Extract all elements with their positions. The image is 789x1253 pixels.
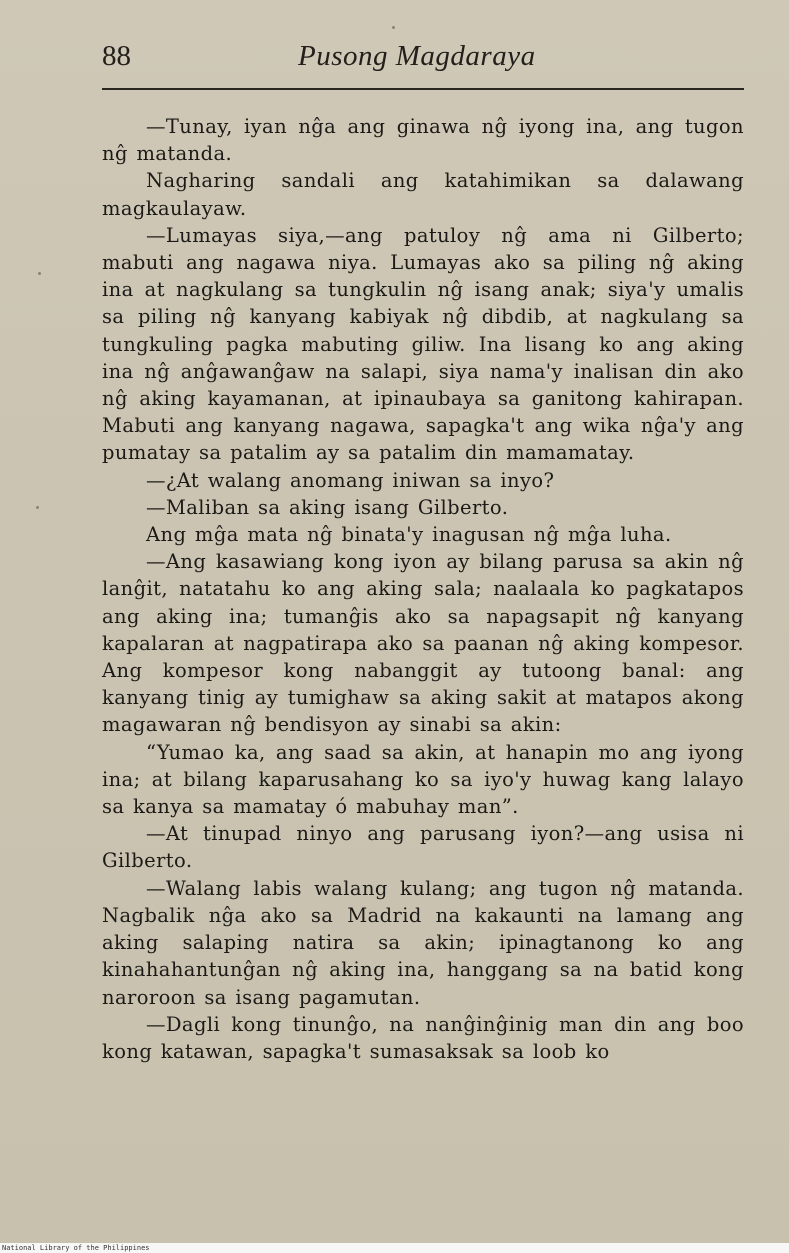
paragraph: “Yumao ka, ang saad sa akin, at hanapin mo ang iyong ina; at bilang kaparusahang ko sa iyo'y huwag kang lalayo sa kanya sa mamatay ó mabuhay man”. <box>102 740 744 819</box>
paper-speck <box>392 26 395 29</box>
paragraph: Nagharing sandali ang katahimikan sa dalawang magkaulayaw. <box>102 169 744 220</box>
header-rule <box>102 88 744 90</box>
footer-credit-bar <box>0 1243 789 1253</box>
running-title: Pusong Magdaraya <box>298 40 536 72</box>
body-text <box>102 113 744 1065</box>
paragraph: —Tunay, iyan nĝa ang ginawa nĝ iyong ina, ang tugon nĝ matanda. <box>102 115 744 166</box>
page-header <box>102 40 744 80</box>
paragraph: —Walang labis walang kulang; ang tugon nĝ matanda. Nagbalik nĝa ako sa Madrid na kakaunti na lamang ang aking salaping natira sa akin; ipinagtanong ko ang kinahahantunĝan nĝ aking ina, hanggang sa na batid kong naroroon sa isang pagamutan. <box>102 876 744 1009</box>
paragraph: —Maliban sa aking isang Gilberto. <box>146 495 509 519</box>
paragraph: —Lumayas siya,—ang patuloy nĝ ama ni Gilberto; mabuti ang nagawa niya. Lumayas ako sa piling nĝ aking ina at nagkulang sa tungkulin nĝ isang anak; siya'y umalis sa piling nĝ kanyang kabiyak nĝ dibdib, at nagkulang sa tungkuling pagka mabuting giliw. Ina lisang ko ang aking ina nĝ anĝawanĝaw na salapi, siya nama'y inalisan din ako nĝ aking kayamanan, at ipinaubaya sa ganitong kahirapan. Mabuti ang kanyang nagawa, sapagka't ang wika nĝa'y ang pumatay sa patalim ay sa patalim din mamamatay. <box>102 223 744 465</box>
paragraph: —Dagli kong tinunĝo, na nanĝinĝinig man din ang boo kong katawan, sapagka't sumasaksak sa loob ko <box>102 1012 744 1063</box>
paragraph: —¿At walang anomang iniwan sa inyo? <box>146 468 555 492</box>
paper-speck <box>38 272 41 275</box>
paragraph: —At tinupad ninyo ang parusang iyon?—ang usisa ni Gilberto. <box>102 822 744 873</box>
page-number: 88 <box>102 40 131 72</box>
paragraph: —Ang kasawiang kong iyon ay bilang parusa sa akin nĝ lanĝit, natatahu ko ang aking sala; naalaala ko pagkatapos ang aking ina; tumanĝis ako sa napagsapit nĝ kanyang kapalaran at nagpatirapa ako sa paanan nĝ aking kompesor. Ang kompesor kong nabanggit ay tutoong banal: ang kanyang tinig ay tumighaw sa aking sakit at matapos akong magawaran nĝ bendisyon ay sinabi sa akin: <box>102 550 744 737</box>
paragraph: Ang mĝa mata nĝ binata'y inagusan nĝ mĝa luha. <box>146 523 672 547</box>
paper-speck <box>36 506 39 509</box>
footer-credit: National Library of the Philippines <box>2 1244 150 1252</box>
